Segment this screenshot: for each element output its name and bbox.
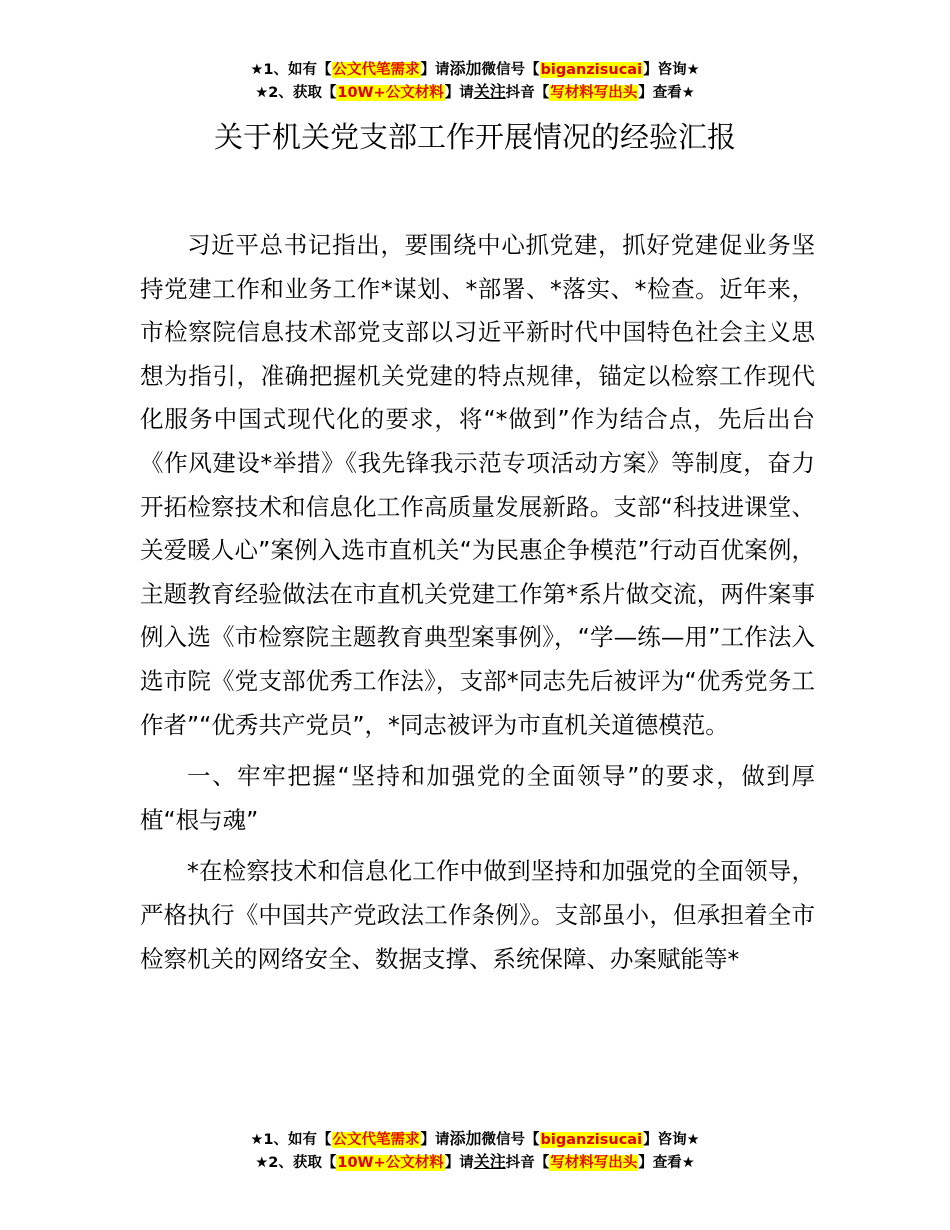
highlight-douyin-id: 写材料写出头 xyxy=(550,85,638,101)
banner-line-2: ★2、获取【10W+公文材料】请关注抖音【写材料写出头】查看★ xyxy=(255,82,695,101)
highlight-service: 公文代笔需求 xyxy=(332,62,420,78)
section-heading-1: 一、牢牢把握“坚持和加强党的全面领导”的要求，做到厚植“根与魂” xyxy=(140,762,815,834)
banner-line-2: ★2、获取【10W+公文材料】请关注抖音【写材料写出头】查看★ xyxy=(255,1152,695,1171)
document-body xyxy=(140,224,815,981)
highlight-douyin-id: 写材料写出头 xyxy=(550,1155,638,1171)
paragraph-intro: 习近平总书记指出，要围绕中心抓党建，抓好党建促业务坚持党建工作和业务工作*谋划、*部署、*落实、*检查。近年来，市检察院信息技术部党支部以习近平新时代中国特色社会主义思想为指引，准确把握机关党建的特点规律，锚定以检察工作现代化服务中国式现代化的要求，将“*做到”作为结合点，先后出台《作风建设*举措》《我先锋我示范专项活动方案》等制度，奋力开拓检察技术和信息化工作高质量发展新路。支部“科技进课堂、关爱暖人心”案例入选市直机关“为民惠企争模范”行动百优案例，主题教育经验做法在市直机关党建工作第*系片做交流，两件案事例入选《市检察院主题教育典型案事例》，“学—练—用”工作法入选市院《党支部优秀工作法》，支部*同志先后被评为“优秀党务工作者”“优秀共产党员”，*同志被评为市直机关道德模范。 xyxy=(140,231,815,739)
highlight-wechat-id: biganzisucai xyxy=(540,1132,643,1148)
highlight-wechat-id: biganzisucai xyxy=(540,62,643,78)
highlight-service: 公文代笔需求 xyxy=(332,1132,420,1148)
banner-line-1: ★1、如有【公文代笔需求】请添加微信号【biganzisucai】咨询★ xyxy=(250,59,700,78)
banner-line-1: ★1、如有【公文代笔需求】请添加微信号【biganzisucai】咨询★ xyxy=(250,1129,700,1148)
header-banner xyxy=(0,58,950,104)
paragraph-section-1: *在检察技术和信息化工作中做到坚持和加强党的全面领导，严格执行《中国共产党政法工作条例》。支部虽小，但承担着全市检察机关的网络安全、数据支撑、系统保障、办案赋能等* xyxy=(140,857,815,973)
document-title: 关于机关党支部工作开展情况的经验汇报 xyxy=(213,120,736,154)
footer-banner xyxy=(0,1128,950,1174)
highlight-materials: 10W+公文材料 xyxy=(337,1155,444,1171)
highlight-materials: 10W+公文材料 xyxy=(337,85,444,101)
